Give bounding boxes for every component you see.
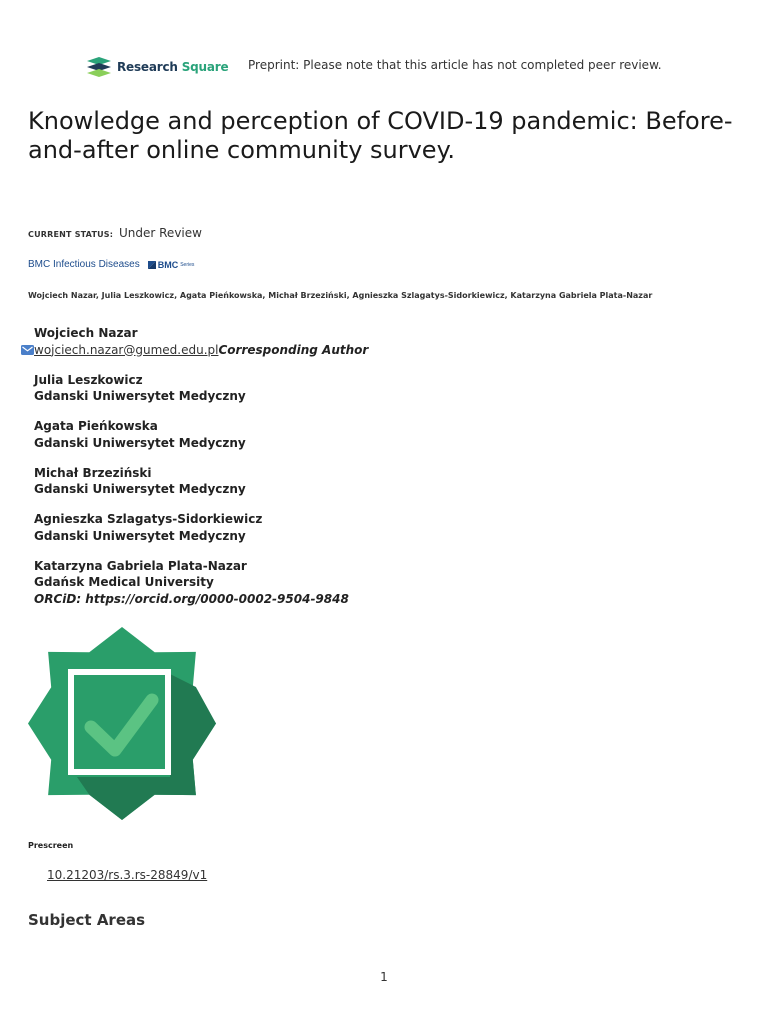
author-list: Wojciech Nazar, Julia Leszkowicz, Agata Pieńkowska, Michał Brzeziński, Agnieszka Szlagatys-Sidorkiewicz, Katarzyna Gabriela Plata-Nazar bbox=[28, 291, 653, 300]
status-label: CURRENT STATUS: bbox=[28, 230, 114, 239]
current-status bbox=[28, 226, 202, 240]
prescreen-badge-icon bbox=[27, 627, 217, 820]
research-square-logo bbox=[86, 56, 228, 78]
author-affiliation: Gdanski Uniwersytet Medyczny bbox=[34, 528, 246, 543]
author-details bbox=[34, 325, 368, 621]
author-block bbox=[34, 372, 368, 405]
author-block bbox=[34, 511, 368, 544]
author-affiliation: Gdanski Uniwersytet Medyczny bbox=[34, 435, 246, 450]
preprint-notice: Preprint: Please note that this article has not completed peer review. bbox=[248, 58, 662, 72]
corresponding-author-label: Corresponding Author bbox=[218, 342, 369, 357]
author-block bbox=[34, 465, 368, 498]
bmc-brand-text: BMC bbox=[157, 259, 179, 270]
page-number: 1 bbox=[380, 970, 388, 984]
author-name: Agnieszka Szlagatys-Sidorkiewicz bbox=[34, 512, 263, 526]
author-name: Wojciech Nazar bbox=[34, 326, 138, 340]
subject-areas-heading: Subject Areas bbox=[28, 911, 146, 929]
doi-link[interactable]: 10.21203/rs.3.rs-28849/v1 bbox=[47, 868, 208, 882]
prescreen-label: Prescreen bbox=[28, 841, 74, 850]
bmc-series-text: Series bbox=[180, 261, 195, 268]
logo-word-research: Research bbox=[117, 60, 178, 74]
journal-name: BMC Infectious Diseases bbox=[28, 259, 140, 270]
author-name: Michał Brzeziński bbox=[34, 465, 152, 480]
author-name: Agata Pieńkowska bbox=[34, 419, 158, 433]
bmc-logo-icon bbox=[148, 261, 156, 269]
author-affiliation: Gdańsk Medical University bbox=[34, 575, 214, 589]
status-value: Under Review bbox=[119, 226, 202, 240]
author-block bbox=[34, 558, 368, 608]
author-affiliation: Gdanski Uniwersytet Medyczny bbox=[34, 389, 246, 403]
logo-wordmark bbox=[117, 60, 228, 74]
author-name: Julia Leszkowicz bbox=[34, 372, 143, 387]
author-name: Katarzyna Gabriela Plata-Nazar bbox=[34, 558, 247, 573]
author-affiliation: Gdanski Uniwersytet Medyczny bbox=[34, 482, 246, 496]
logo-word-square: Square bbox=[181, 60, 229, 74]
author-block bbox=[34, 418, 368, 451]
paper-title: Knowledge and perception of COVID-19 pandemic: Before-and-after online community survey. bbox=[28, 107, 733, 164]
research-square-logo-icon bbox=[86, 56, 112, 78]
mail-icon bbox=[21, 345, 34, 355]
journal-info bbox=[28, 259, 194, 270]
author-email-row bbox=[34, 342, 368, 359]
author-orcid: ORCiD: https://orcid.org/0000-0002-9504-9848 bbox=[34, 591, 349, 606]
bmc-series-logo bbox=[148, 260, 195, 270]
author-block bbox=[34, 325, 368, 358]
author-email-link[interactable]: wojciech.nazar@gumed.edu.pl bbox=[34, 342, 219, 357]
